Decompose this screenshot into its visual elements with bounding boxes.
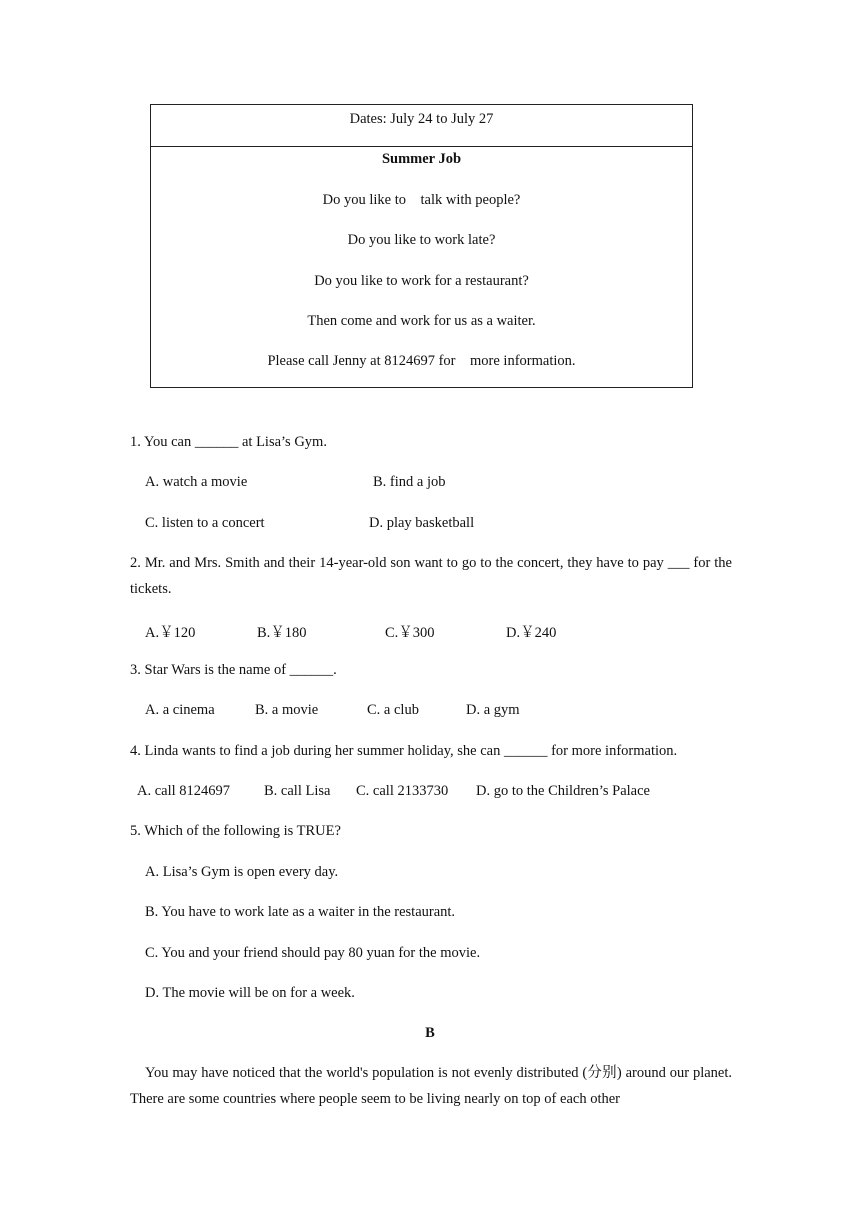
- question-4-stem: 4. Linda wants to find a job during her summer holiday, she can ______ for more information.: [130, 743, 678, 759]
- notice-line: Do you like to work for a restaurant?: [314, 273, 529, 289]
- question-4-option-d: D. go to the Children’s Palace: [476, 783, 650, 799]
- question-5-option-a: A. Lisa’s Gym is open every day.: [145, 864, 339, 880]
- question-4-option-b: B. call Lisa: [264, 783, 331, 799]
- question-5-option-c: C. You and your friend should pay 80 yuan for the movie.: [145, 945, 481, 961]
- question-1-option-b: B. find a job: [373, 474, 446, 490]
- notice-title: Summer Job: [381, 151, 462, 167]
- question-5-stem: 5. Which of the following is TRUE?: [130, 823, 341, 839]
- question-1-option-d: D. play basketball: [369, 515, 475, 531]
- question-2-option-b: B.￥180: [257, 625, 307, 641]
- question-2-option-a: A.￥120: [145, 625, 196, 641]
- question-2-option-c: C.￥300: [385, 625, 435, 641]
- question-3-option-a: A. a cinema: [145, 702, 215, 718]
- notice-line: Please call Jenny at 8124697 for more information.: [267, 353, 576, 369]
- question-3-stem: 3. Star Wars is the name of ______.: [130, 662, 337, 678]
- question-3-option-d: D. a gym: [466, 702, 520, 718]
- section-b-paragraph: You may have noticed that the world's population is not evenly distributed (分别) around our planet. There are some countries where people seem to be living nearly on top of each other: [130, 1065, 732, 1107]
- question-5-option-d: D. The movie will be on for a week.: [145, 985, 355, 1001]
- question-1-option-c: C. listen to a concert: [145, 515, 265, 531]
- question-2-stem: 2. Mr. and Mrs. Smith and their 14-year-old son want to go to the concert, they have to pay ___ for the tickets.: [130, 555, 732, 597]
- section-b-heading: B: [425, 1025, 435, 1041]
- notice-line: Then come and work for us as a waiter.: [307, 313, 536, 329]
- question-2-option-d: D.￥240: [506, 625, 557, 641]
- notice-dates: Dates: July 24 to July 27: [349, 111, 494, 127]
- question-1-stem: 1. You can ______ at Lisa’s Gym.: [130, 434, 327, 450]
- question-4-option-a: A. call 8124697: [137, 783, 231, 799]
- question-3-option-b: B. a movie: [255, 702, 319, 718]
- notice-line: Do you like to talk with people?: [322, 192, 521, 208]
- notice-line: Do you like to work late?: [347, 232, 496, 248]
- question-5-option-b: B. You have to work late as a waiter in the restaurant.: [145, 904, 456, 920]
- notice-divider: [151, 146, 692, 147]
- summer-job-notice: [150, 104, 693, 388]
- question-3-option-c: C. a club: [367, 702, 419, 718]
- question-1-option-a: A. watch a movie: [145, 474, 248, 490]
- question-4-option-c: C. call 2133730: [356, 783, 449, 799]
